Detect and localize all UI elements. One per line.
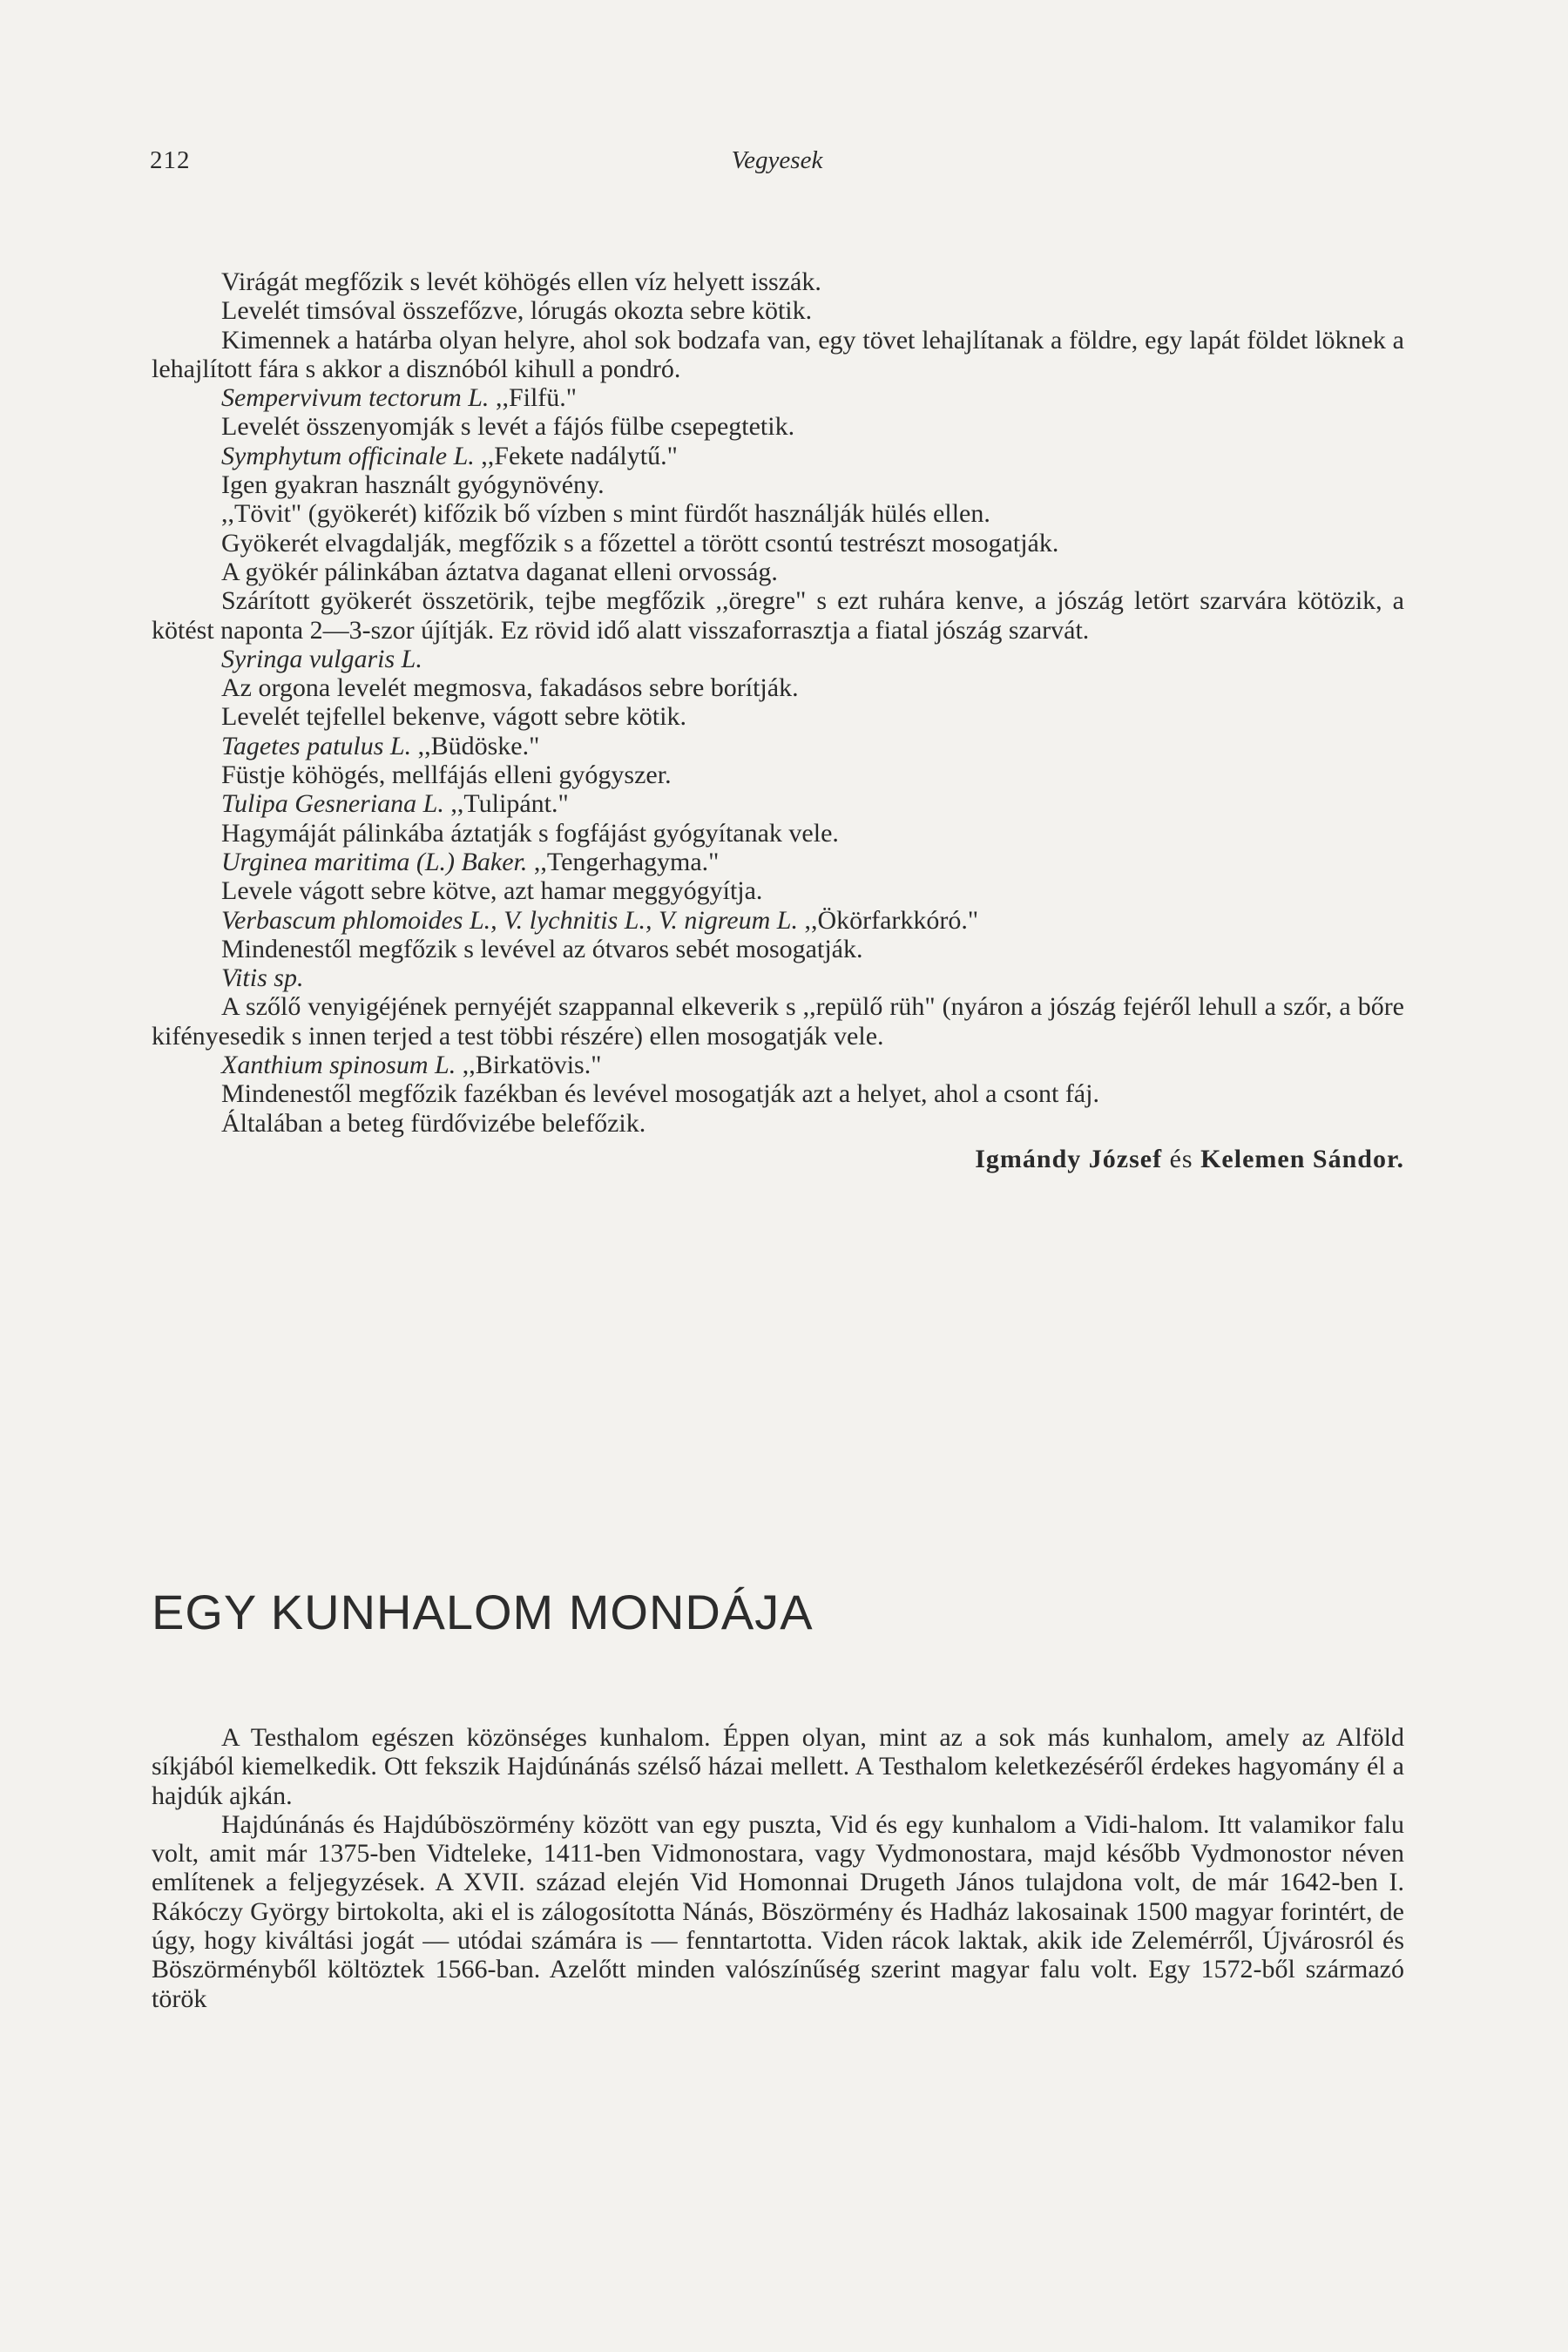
paragraph: Szárított gyökerét összetörik, tejbe megfőzik ,,öregre" s ezt ruhára kenve, a jószág letört szarvára kötözik, a kötést naponta 2—3-szor újítják. Ez rövid idő alatt visszaforrasztja a fiatal jószág szarvát.: [152, 586, 1404, 645]
running-title: Vegyesek: [731, 146, 823, 174]
paragraph: Hagymáját pálinkába áztatják s fogfájást gyógyítanak vele.: [221, 818, 839, 848]
author-signature: [152, 1145, 1404, 1173]
paragraph: Hajdúnánás és Hajdúböszörmény között van egy puszta, Vid és egy kunhalom a Vidi-halom. Itt valamikor falu volt, amit már 1375-ben Vidteleke, 1411-ben Vidmonostara, vagy Vydmonostara, majd később Vydmonostor néven említenek a feljegyzések. A XVII. század elején Vid Homonnai Drugeth János tulajdona volt, de már 1642-ben I. Rákóczy György birtokolta, aki el is zálogosította Nánás, Böszörmény és Hadház lakosainak 1500 magyar forintért, de úgy, hogy kiváltási jogát — utódai számára is — fenntartotta. Viden rácok laktak, akik ide Zelemérről, Újvárosról és Böszörményből költöztek 1566-ban. Azelőtt minden valószínűség szerint magyar falu volt. Egy 1572-ből származó török: [152, 1809, 1404, 2013]
paragraph: A Testhalom egészen közönséges kunhalom. Éppen olyan, mint az a sok más kunhalom, amely az Alföld síkjából kiemelkedik. Ott fekszik Hajdúnánás szélső házai mellett. A Testhalom keletkezéséről érdekes hagyomány él a hajdúk ajkán.: [152, 1723, 1404, 1810]
paragraph: ,,Tövit" (gyökerét) kifőzik bő vízben s mint fürdőt használják hülés ellen.: [221, 499, 990, 529]
paragraph: Virágát megfőzik s levét köhögés ellen víz helyett isszák.: [221, 267, 821, 296]
paragraph: Levele vágott sebre kötve, azt hamar meggyógyítja.: [221, 876, 763, 906]
paragraph: Mindenestől megfőzik s levével az ótvaros sebét mosogatják.: [221, 934, 863, 963]
species-heading: [152, 383, 1404, 412]
species-latin-name: Tulipa Gesneriana L.: [221, 789, 444, 819]
species-latin-name: Verbascum phlomoides L., V. lychnitis L., V. nigreum L.: [221, 905, 798, 935]
paragraph: Igen gyakran használt gyógynövény.: [221, 470, 605, 500]
paragraph: Levelét timsóval összefőzve, lórugás okozta sebre kötik.: [221, 296, 813, 326]
paragraph: Füstje köhögés, mellfájás elleni gyógyszer.: [221, 760, 672, 790]
page-header: [150, 146, 1404, 181]
species-latin-name: Syringa vulgaris L.: [221, 644, 422, 673]
paragraph: Gyökerét elvagdalják, megfőzik s a főzettel a törött csontú testrészt mosogatják.: [221, 528, 1059, 558]
species-common-name: ,,Tulipánt.": [443, 789, 569, 819]
botanical-entries: [152, 267, 1404, 1173]
section-body: [152, 1723, 1404, 2013]
author-name: Igmándy József: [975, 1144, 1163, 1173]
author-connector: és: [1169, 1144, 1193, 1173]
species-latin-name: Xanthium spinosum L.: [221, 1051, 456, 1080]
section-title: EGY KUNHALOM MONDÁJA: [152, 1585, 814, 1639]
species-common-name: ,,Filfü.": [489, 383, 578, 413]
species-latin-name: Symphytum officinale L.: [221, 441, 475, 470]
species-heading: [152, 789, 1404, 818]
species-common-name: ,,Ökörfarkkóró.": [797, 905, 979, 935]
paragraph: Általában a beteg fürdővizébe belefőzik.: [221, 1108, 646, 1138]
species-common-name: ,,Büdöske.": [411, 731, 540, 760]
species-heading: [152, 645, 1404, 673]
species-common-name: ,,Fekete nadálytű.": [474, 441, 678, 470]
paragraph: Az orgona levelét megmosva, fakadásos sebre borítják.: [221, 673, 799, 703]
species-latin-name: Vitis sp.: [221, 963, 304, 993]
paragraph: Levelét összenyomják s levét a fájós fülbe csepegtetik.: [221, 412, 795, 442]
paragraph: A gyökér pálinkában áztatva daganat elleni orvosság.: [221, 557, 778, 586]
species-latin-name: Sempervivum tectorum L.: [221, 383, 490, 413]
species-heading: [152, 963, 1404, 992]
species-heading: [152, 732, 1404, 760]
paragraph: A szőlő venyigéjének pernyéjét szappannal elkeverik s ,,repülő rüh" (nyáron a jószág fejéről lehull a szőr, a bőre kifényesedik s innen terjed a test többi részére) ellen mosogatják vele.: [152, 992, 1404, 1051]
species-latin-name: Tagetes patulus L.: [221, 731, 412, 760]
paragraph: Kimennek a határba olyan helyre, ahol sok bodzafa van, egy tövet lehajlítanak a földre, egy lapát földet löknek a lehajlított fára s akkor a disznóból kihull a pondró.: [152, 325, 1404, 383]
species-common-name: ,,Tengerhagyma.": [527, 847, 720, 876]
species-latin-name: Urginea maritima (L.) Baker.: [221, 847, 528, 876]
species-heading: [152, 906, 1404, 935]
page-number: 212: [150, 146, 191, 174]
species-heading: [152, 442, 1404, 470]
species-common-name: ,,Birkatövis.": [456, 1051, 602, 1080]
paragraph: Levelét tejfellel bekenve, vágott sebre kötik.: [221, 702, 686, 732]
species-heading: [152, 848, 1404, 876]
paragraph: Mindenestől megfőzik fazékban és levével mosogatják azt a helyet, ahol a csont fáj.: [221, 1079, 1099, 1109]
species-heading: [152, 1051, 1404, 1079]
author-name: Kelemen Sándor.: [1200, 1144, 1404, 1173]
